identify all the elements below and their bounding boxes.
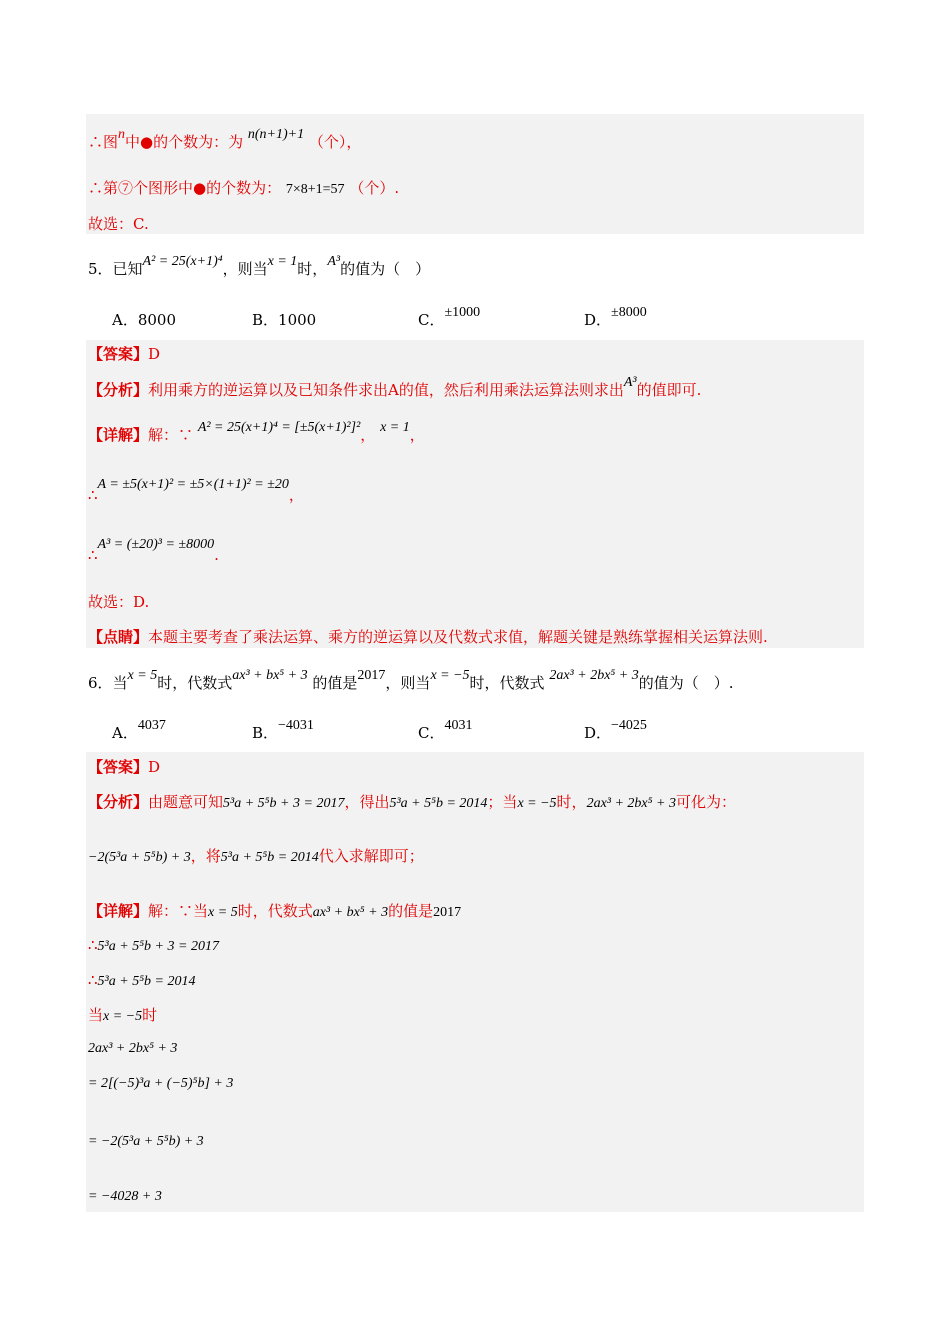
q6-analysis-1: 【分析】由题意可知5³a + 5⁵b + 3 = 2017，得出5³a + 5⁵b = 2014；当x = −5时，2ax³ + 2bx⁵ + 3可化为： [88, 793, 736, 811]
prev-line-1: ∴图n中●的个数为：为 n(n+1)+1 （个）， [88, 127, 362, 151]
q5-step-2: ∴A³ = (±20)³ = ±8000. [88, 537, 219, 564]
q5-conclusion: 故选：D. [88, 593, 150, 611]
prev-line-2: ∴第⑦个图形中●的个数为： 7×8+1=57 （个）. [88, 179, 400, 197]
q5-question: 5．已知A² = 25(x+1)⁴，则当x = 1时，A³的值为（ ） [88, 254, 431, 278]
q6-step-2: ∴5³a + 5⁵b = 2014 [88, 971, 196, 989]
q5-analysis: 【分析】利用乘方的逆运算以及已知条件求出Α的值，然后利用乘法运算法则求出A³的值即可. [88, 375, 702, 399]
q5-option-d[interactable]: D．±8000 [584, 305, 647, 329]
q5-option-a[interactable]: A．8000 [112, 311, 177, 329]
q6-step-1: ∴5³a + 5⁵b + 3 = 2017 [88, 936, 219, 954]
q6-question: 6．当x = 5时，代数式ax³ + bx⁵ + 3 的值是2017，则当x = −5时，代数式 2ax³ + 2bx⁵ + 3的值为（ ）. [88, 668, 734, 692]
q6-detail: 【详解】解：∵当x = 5时，代数式ax³ + bx⁵ + 3的值是2017 [88, 902, 462, 920]
q6-step-3: 当x = −5时 [88, 1006, 158, 1024]
q6-step-5: = 2[(−5)³a + (−5)⁵b] + 3 [88, 1076, 234, 1091]
q6-analysis-2: −2(5³a + 5⁵b) + 3，将5³a + 5⁵b = 2014代入求解即可； [88, 847, 424, 865]
q5-comment: 【点睛】本题主要考查了乘法运算、乘方的逆运算以及代数式求值，解题关键是熟练掌握相关运算法则. [88, 628, 768, 646]
q6-step-4: 2ax³ + 2bx⁵ + 3 [88, 1041, 178, 1056]
q5-step-1: ∴A = ±5(x+1)² = ±5×(1+1)² = ±20， [88, 477, 304, 504]
q6-option-b[interactable]: B．−4031 [252, 718, 314, 742]
q6-option-a[interactable]: A．4037 [112, 718, 166, 742]
q6-option-c[interactable]: C．4031 [418, 718, 473, 742]
q6-step-7: = −4028 + 3 [88, 1189, 162, 1204]
q5-detail: 【详解】解：∵ A² = 25(x+1)⁴ = [±5(x+1)²]²， x = 1， [88, 420, 425, 444]
prev-line-3: 故选：C. [88, 215, 149, 233]
q6-answer: 【答案】D [88, 758, 161, 776]
q5-option-b[interactable]: B．1000 [252, 311, 317, 329]
q6-option-d[interactable]: D．−4025 [584, 718, 647, 742]
q6-step-6: = −2(5³a + 5⁵b) + 3 [88, 1134, 204, 1149]
q5-option-c[interactable]: C．±1000 [418, 305, 481, 329]
q5-answer: 【答案】D [88, 345, 161, 363]
